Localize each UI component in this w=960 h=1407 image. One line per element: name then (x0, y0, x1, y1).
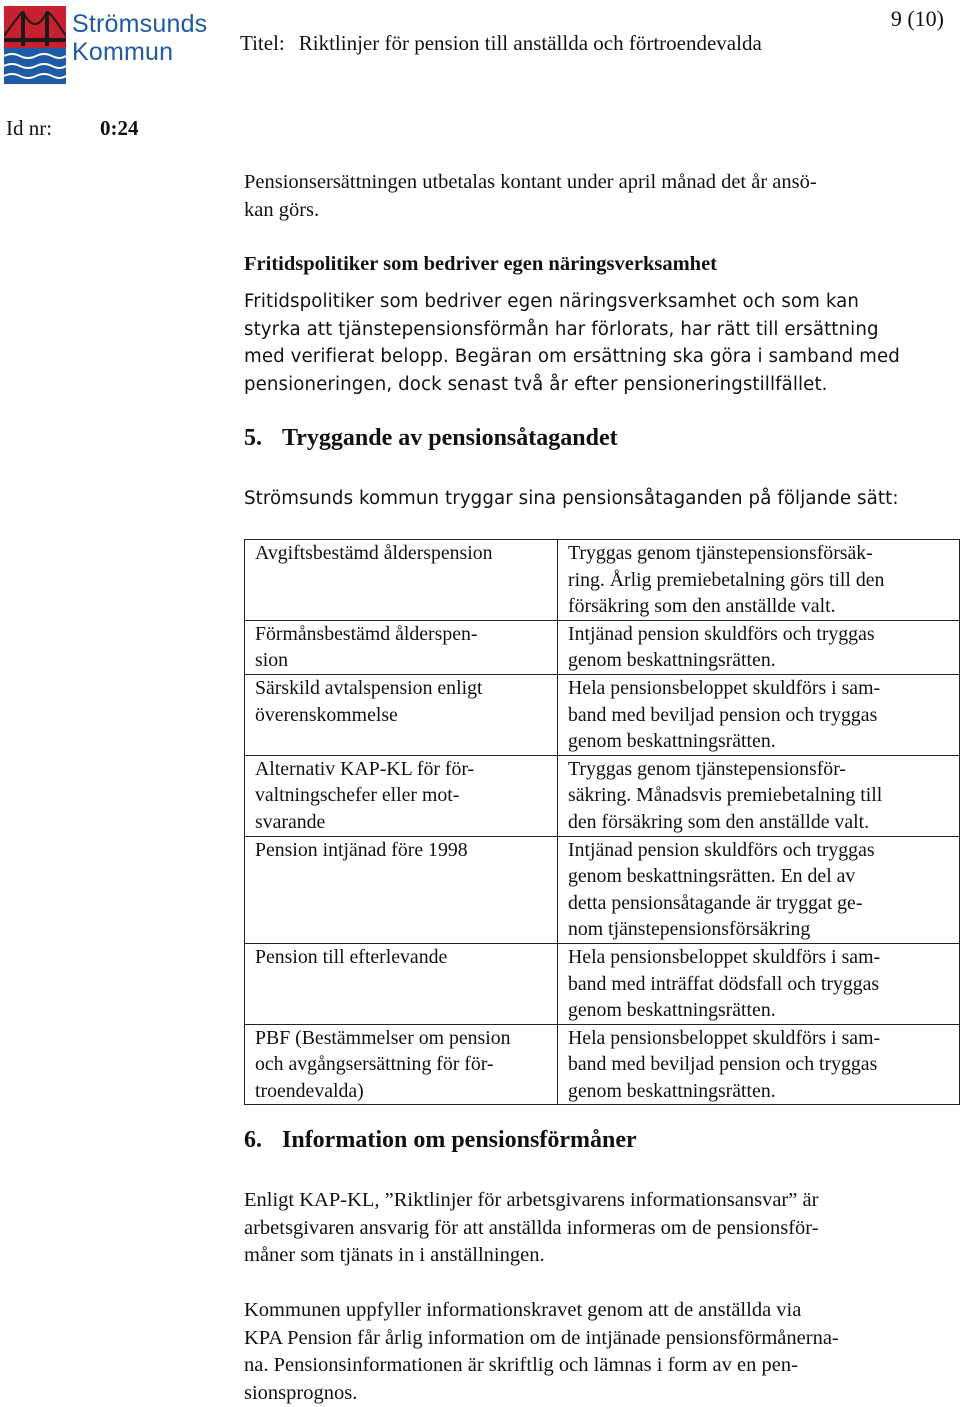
cell-line: genom beskattningsrätten. En del av (568, 863, 953, 890)
cell-line: Hela pensionsbeloppet skuldförs i sam- (568, 944, 953, 971)
title-value: Riktlinjer för pension till anställda och förtroendevalda (299, 31, 762, 55)
page-number: 9 (10) (891, 6, 944, 32)
text-line: Fritidspolitiker som bedriver egen näringsverksamhet och som kan (244, 288, 954, 316)
text-line: med verifierat belopp. Begäran om ersättning ska göra i samband med (244, 343, 954, 371)
table-row (245, 755, 960, 836)
text-line: arbetsgivaren ansvarig för att anställda informeras om de pensionsför- (244, 1215, 954, 1243)
table-row (245, 836, 960, 943)
lead-text: Strömsunds kommun tryggar sina pensionsåtaganden på följande sätt: (244, 485, 954, 513)
safeguard-method-cell (558, 674, 960, 755)
text-line: na. Pensionsinformationen är skriftlig och lämnas i form av en pen- (244, 1352, 954, 1380)
section-title: Tryggande av pensionsåtagandet (282, 425, 618, 451)
safeguard-method-cell (558, 1024, 960, 1105)
payment-paragraph (244, 169, 954, 224)
section-number: 6. (244, 1127, 282, 1154)
logo-wordmark (72, 10, 207, 66)
cell-line: ring. Årlig premiebetalning görs till den (568, 567, 953, 594)
table-row (245, 674, 960, 755)
text-line: Enligt KAP-KL, ”Riktlinjer för arbetsgivarens informationsansvar” är (244, 1187, 954, 1215)
cell-line: svarande (255, 809, 551, 836)
cell-line: Hela pensionsbeloppet skuldförs i sam- (568, 675, 953, 702)
bridge-logo-icon (4, 6, 66, 84)
cell-line: genom beskattningsrätten. (568, 728, 953, 755)
logo-line-2: Kommun (72, 38, 207, 66)
cell-line: Avgiftsbestämd ålderspension (255, 540, 551, 567)
cell-line: Förmånsbestämd ålderspen- (255, 621, 551, 648)
text-line: Pensionsersättningen utbetalas kontant under april månad det år ansö- (244, 169, 954, 197)
table-row (245, 620, 960, 674)
cell-line: överenskommelse (255, 702, 551, 729)
id-row (6, 116, 52, 141)
safeguard-method-cell (558, 620, 960, 674)
section-number: 5. (244, 425, 282, 452)
cell-line: Tryggas genom tjänstepensionsförsäk- (568, 540, 953, 567)
section-6-heading (244, 1127, 637, 1154)
cell-line: nom tjänstepensionsförsäkring (568, 916, 953, 943)
table-row (245, 943, 960, 1024)
cell-line: Pension till efterlevande (255, 944, 551, 971)
subheading (244, 251, 954, 279)
text-line: kan görs. (244, 197, 954, 225)
section-6-paragraph-2 (244, 1297, 954, 1407)
cell-line: genom beskattningsrätten. (568, 647, 953, 674)
safeguard-method-cell (558, 755, 960, 836)
cell-line: band med beviljad pension och tryggas (568, 1051, 953, 1078)
pension-type-cell (245, 674, 558, 755)
pension-type-cell (245, 1024, 558, 1105)
cell-line: sion (255, 647, 551, 674)
pension-type-cell (245, 943, 558, 1024)
cell-line: Alternativ KAP-KL för för- (255, 756, 551, 783)
logo-line-1: Strömsunds (72, 10, 207, 38)
cell-line: Särskild avtalspension enligt (255, 675, 551, 702)
cell-line: genom beskattningsrätten. (568, 997, 953, 1024)
cell-line: valtningschefer eller mot- (255, 782, 551, 809)
section-title: Information om pensionsförmåner (282, 1127, 637, 1153)
kommun-logo (4, 6, 194, 86)
text-line: måner som tjänats in i anställningen. (244, 1242, 954, 1270)
pension-table (244, 539, 960, 1105)
cell-line: Hela pensionsbeloppet skuldförs i sam- (568, 1025, 953, 1052)
subheading-text: Fritidspolitiker som bedriver egen näringsverksamhet (244, 251, 954, 279)
cell-line: detta pensionsåtagande är tryggat ge- (568, 890, 953, 917)
id-label: Id nr: (6, 116, 52, 140)
text-line: KPA Pension får årlig information om de intjänade pensionsförmånerna- (244, 1325, 954, 1353)
table-row (245, 1024, 960, 1105)
text-line: Kommunen uppfyller informationskravet genom att de anställda via (244, 1297, 954, 1325)
section-6-paragraph-1 (244, 1187, 954, 1270)
title-label: Titel: (240, 31, 285, 55)
safeguard-method-cell (558, 540, 960, 621)
cell-line: Tryggas genom tjänstepensionsför- (568, 756, 953, 783)
text-line: styrka att tjänstepensionsförmån har förlorats, har rätt till ersättning (244, 316, 954, 344)
safeguard-method-cell (558, 943, 960, 1024)
text-line: sionsprognos. (244, 1380, 954, 1407)
cell-line: Pension intjänad före 1998 (255, 837, 551, 864)
cell-line: troendevalda) (255, 1078, 551, 1105)
safeguard-method-cell (558, 836, 960, 943)
pension-type-cell (245, 755, 558, 836)
text-line: pensioneringen, dock senast två år efter pensioneringstillfället. (244, 371, 954, 399)
pension-type-cell (245, 836, 558, 943)
pension-type-cell (245, 540, 558, 621)
table-row (245, 540, 960, 621)
cell-line: säkring. Månadsvis premiebetalning till (568, 782, 953, 809)
cell-line: PBF (Bestämmelser om pension (255, 1025, 551, 1052)
cell-line: Intjänad pension skuldförs och tryggas (568, 621, 953, 648)
section-5-heading (244, 425, 618, 452)
fritidspolitiker-paragraph (244, 288, 954, 398)
section-5-lead (244, 485, 954, 513)
cell-line: genom beskattningsrätten. (568, 1078, 953, 1105)
cell-line: den försäkring som den anställde valt. (568, 809, 953, 836)
cell-line: band med beviljad pension och tryggas (568, 702, 953, 729)
cell-line: och avgångsersättning för för- (255, 1051, 551, 1078)
id-value: 0:24 (100, 116, 139, 141)
document-title-row (240, 31, 762, 56)
pension-type-cell (245, 620, 558, 674)
cell-line: försäkring som den anställde valt. (568, 593, 953, 620)
cell-line: band med inträffat dödsfall och tryggas (568, 971, 953, 998)
cell-line: Intjänad pension skuldförs och tryggas (568, 837, 953, 864)
